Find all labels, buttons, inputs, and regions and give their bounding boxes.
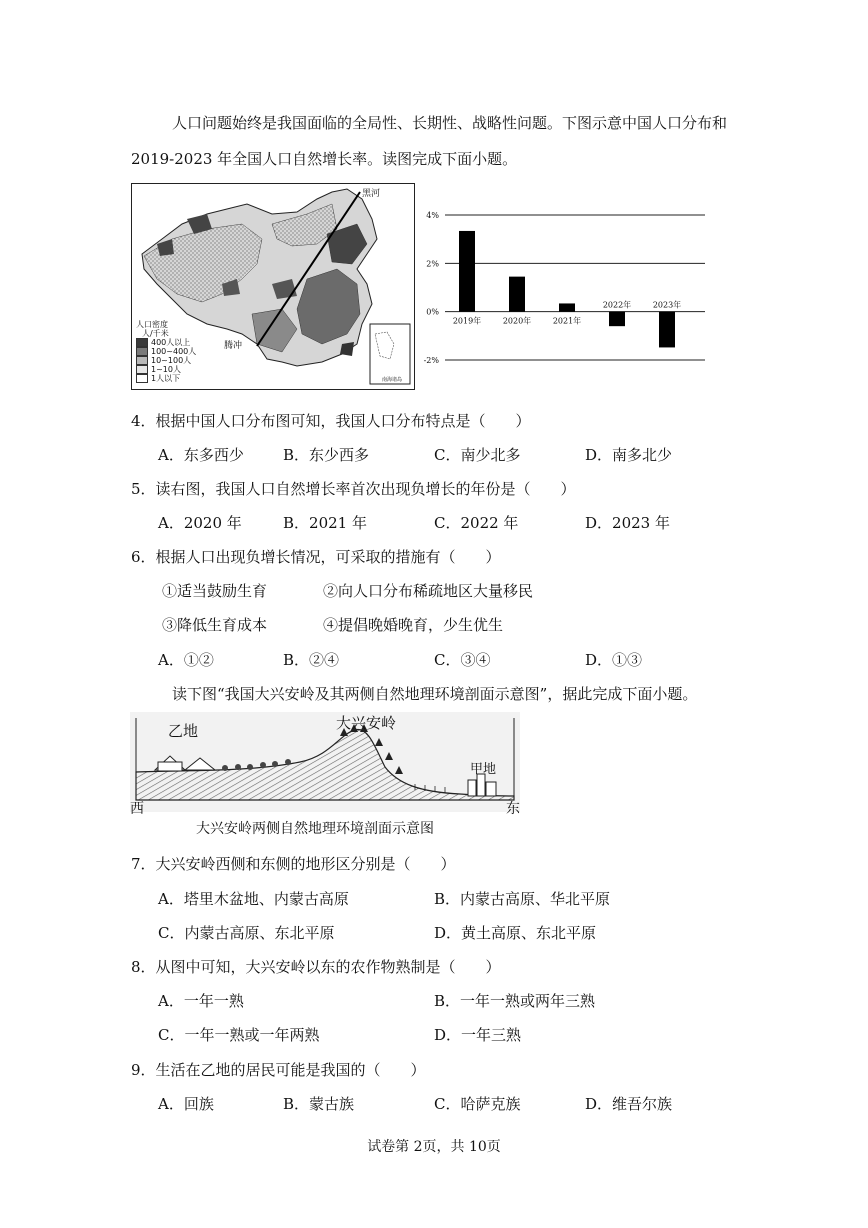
bar (459, 231, 475, 312)
q6-option-c[interactable]: C．③④ (434, 651, 491, 669)
legend-title-1: 人口密度 (136, 320, 168, 329)
label-tengchong: 腾冲 (224, 341, 243, 351)
q9-option-b[interactable]: B．蒙古族 (283, 1095, 355, 1113)
q6-option-d[interactable]: D．①③ (585, 651, 643, 669)
page-footer: 试卷第 2页，共 10页 (367, 1139, 501, 1155)
q4-option-c[interactable]: C．南少北多 (434, 446, 521, 464)
legend-item: 1~10人 (136, 365, 196, 374)
q6-item-3: ③降低生育成本 (162, 616, 268, 634)
population-map (131, 183, 415, 390)
y-tick-label: 2% (426, 259, 439, 269)
legend-item: 1人以下 (136, 374, 196, 383)
q4-option-d[interactable]: D．南多北少 (585, 446, 673, 464)
x-tick-label: 2022年 (602, 300, 632, 310)
q7-option-b[interactable]: B．内蒙古高原、华北平原 (434, 890, 611, 908)
label-east: 东 (506, 801, 520, 817)
question-9-stem: 9．生活在乙地的居民可能是我国的（ ） (131, 1061, 426, 1079)
profile-caption: 大兴安岭两侧自然地理环境剖面示意图 (196, 821, 434, 837)
intro-line-1: 人口问题始终是我国面临的全局性、长期性、战略性问题。下图示意中国人口分布和 (172, 114, 728, 132)
label-yi: 乙地 (168, 722, 199, 740)
growth-rate-chart (415, 200, 715, 370)
legend-title-2: 人/千米 (142, 329, 169, 338)
legend-item: 400人以上 (136, 338, 196, 347)
intro-2: 读下图“我国大兴安岭及其两侧自然地理环境剖面示意图”，据此完成下面小题。 (172, 685, 698, 703)
profile-diagram (130, 712, 520, 840)
inset-label: 南海诸岛 (382, 377, 403, 383)
intro-line-2: 2019-2023 年全国人口自然增长率。读图完成下面小题。 (131, 150, 518, 168)
bar (559, 303, 575, 311)
q5-option-a[interactable]: A．2020 年 (158, 514, 242, 532)
question-5-stem: 5．读右图，我国人口自然增长率首次出现负增长的年份是（ ） (131, 480, 576, 498)
q6-option-b[interactable]: B．②④ (283, 651, 340, 669)
legend-item: 10~100人 (136, 356, 196, 365)
question-8-stem: 8．从图中可知，大兴安岭以东的农作物熟制是（ ） (131, 958, 501, 976)
label-peak: 大兴安岭 (336, 714, 397, 732)
q5-option-b[interactable]: B．2021 年 (283, 514, 367, 532)
label-heihe: 黑河 (362, 189, 381, 199)
y-tick-label: -2% (423, 356, 439, 365)
q8-option-a[interactable]: A．一年一熟 (158, 992, 244, 1010)
bar (659, 312, 675, 348)
q9-option-a[interactable]: A．回族 (158, 1095, 214, 1113)
label-jia: 甲地 (470, 762, 497, 777)
q8-option-d[interactable]: D．一年三熟 (434, 1026, 522, 1044)
q7-option-a[interactable]: A．塔里木盆地、内蒙古高原 (158, 890, 349, 908)
x-tick-label: 2019年 (452, 316, 482, 326)
q8-option-b[interactable]: B．一年一熟或两年三熟 (434, 992, 596, 1010)
q4-option-b[interactable]: B．东少西多 (283, 446, 370, 464)
x-tick-label: 2020年 (502, 316, 532, 326)
south-china-sea-inset (370, 324, 410, 384)
q7-option-d[interactable]: D．黄土高原、东北平原 (434, 924, 597, 942)
q6-option-a[interactable]: A．①② (158, 651, 214, 669)
legend-item: 100~400人 (136, 347, 196, 356)
q6-item-2: ②向人口分布稀疏地区大量移民 (323, 582, 534, 600)
question-6-stem: 6．根据人口出现负增长情况，可采取的措施有（ ） (131, 548, 501, 566)
x-tick-label: 2021年 (552, 316, 582, 326)
bar (509, 277, 525, 312)
q5-option-c[interactable]: C．2022 年 (434, 514, 519, 532)
question-7-stem: 7．大兴安岭西侧和东侧的地形区分别是（ ） (131, 855, 456, 873)
q8-option-c[interactable]: C．一年一熟或一年两熟 (158, 1026, 320, 1044)
y-tick-label: 0% (426, 307, 439, 317)
q6-item-1: ①适当鼓励生育 (162, 582, 268, 600)
q9-option-c[interactable]: C．哈萨克族 (434, 1095, 521, 1113)
bar (609, 312, 625, 327)
map-legend (136, 320, 196, 383)
q7-option-c[interactable]: C．内蒙古高原、东北平原 (158, 924, 335, 942)
x-tick-label: 2023年 (652, 300, 682, 310)
q5-option-d[interactable]: D．2023 年 (585, 514, 670, 532)
q9-option-d[interactable]: D．维吾尔族 (585, 1095, 673, 1113)
y-tick-label: 4% (426, 211, 439, 220)
question-4-stem: 4．根据中国人口分布图可知，我国人口分布特点是（ ） (131, 412, 531, 430)
q4-option-a[interactable]: A．东多西少 (158, 446, 244, 464)
q6-item-4: ④提倡晚婚晚育，少生优生 (323, 616, 504, 634)
label-west: 西 (130, 801, 144, 817)
